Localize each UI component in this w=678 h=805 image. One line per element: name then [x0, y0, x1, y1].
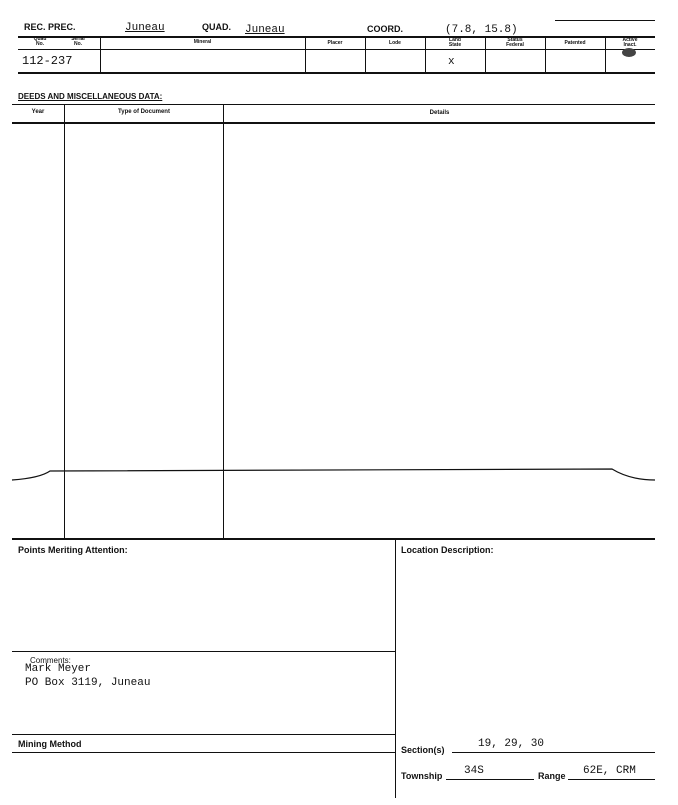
- comments-address: PO Box 3119, Juneau: [25, 677, 151, 689]
- township-label: Township: [401, 771, 443, 781]
- location-description-label: Location Description:: [401, 545, 494, 555]
- table-top-border: [18, 36, 655, 38]
- coord-label: COORD.: [367, 24, 403, 34]
- deeds-col-type: Type of Document: [118, 109, 170, 115]
- comments-top-border: [12, 651, 395, 652]
- bottom-section-divider: [395, 538, 396, 798]
- land-state-mark: x: [448, 56, 455, 68]
- top-rule: [555, 20, 655, 21]
- col-header-land-state: Land State: [448, 37, 462, 48]
- fold-line: [0, 462, 678, 486]
- col-header-serial-no: Serial No.: [71, 36, 85, 47]
- quad-label: QUAD.: [202, 22, 231, 32]
- deeds-header-border: [12, 122, 655, 124]
- sections-underline: [452, 752, 655, 753]
- coord-value: (7.8, 15.8): [445, 24, 518, 36]
- township-underline: [446, 779, 534, 780]
- col-header-active: Active Inact.: [622, 37, 638, 48]
- col-header-status-federal: Status Federal: [506, 37, 524, 48]
- table-bottom-border: [18, 72, 655, 74]
- sections-value: 19, 29, 30: [478, 738, 545, 750]
- deeds-top-border: [12, 104, 655, 105]
- mining-method-bottom-border: [12, 752, 395, 753]
- deeds-col-year: Year: [31, 109, 45, 115]
- col-header-patented: Patented: [564, 40, 586, 46]
- township-value: 34S: [464, 765, 484, 777]
- bottom-section-border: [12, 538, 655, 540]
- col-header-mineral: Mineral: [193, 39, 212, 45]
- col-header-lode: Lode: [389, 40, 401, 46]
- deeds-section-title: DEEDS AND MISCELLANEOUS DATA:: [18, 92, 163, 101]
- col-header-placer: Placer: [327, 40, 343, 46]
- mining-method-top-border: [12, 734, 395, 735]
- range-underline: [568, 779, 655, 780]
- col-header-quad-no: Quad No.: [33, 36, 47, 47]
- table-header-border: [18, 49, 655, 50]
- points-meriting-attention-label: Points Meriting Attention:: [18, 545, 128, 555]
- mining-method-label: Mining Method: [18, 739, 82, 749]
- quad-value: Juneau: [245, 24, 285, 36]
- deeds-col-details: Details: [429, 110, 450, 116]
- rec-prec-value: Juneau: [125, 22, 165, 34]
- rec-prec-label: REC. PREC.: [24, 22, 76, 32]
- range-value: 62E, CRM: [583, 765, 636, 777]
- quad-serial-value: 112-237: [22, 54, 73, 68]
- comments-name: Mark Meyer: [25, 663, 92, 675]
- ink-smudge-icon: [622, 48, 636, 57]
- range-label: Range: [538, 771, 566, 781]
- sections-label: Section(s): [401, 745, 445, 755]
- comments-label: Comments:: [30, 656, 71, 665]
